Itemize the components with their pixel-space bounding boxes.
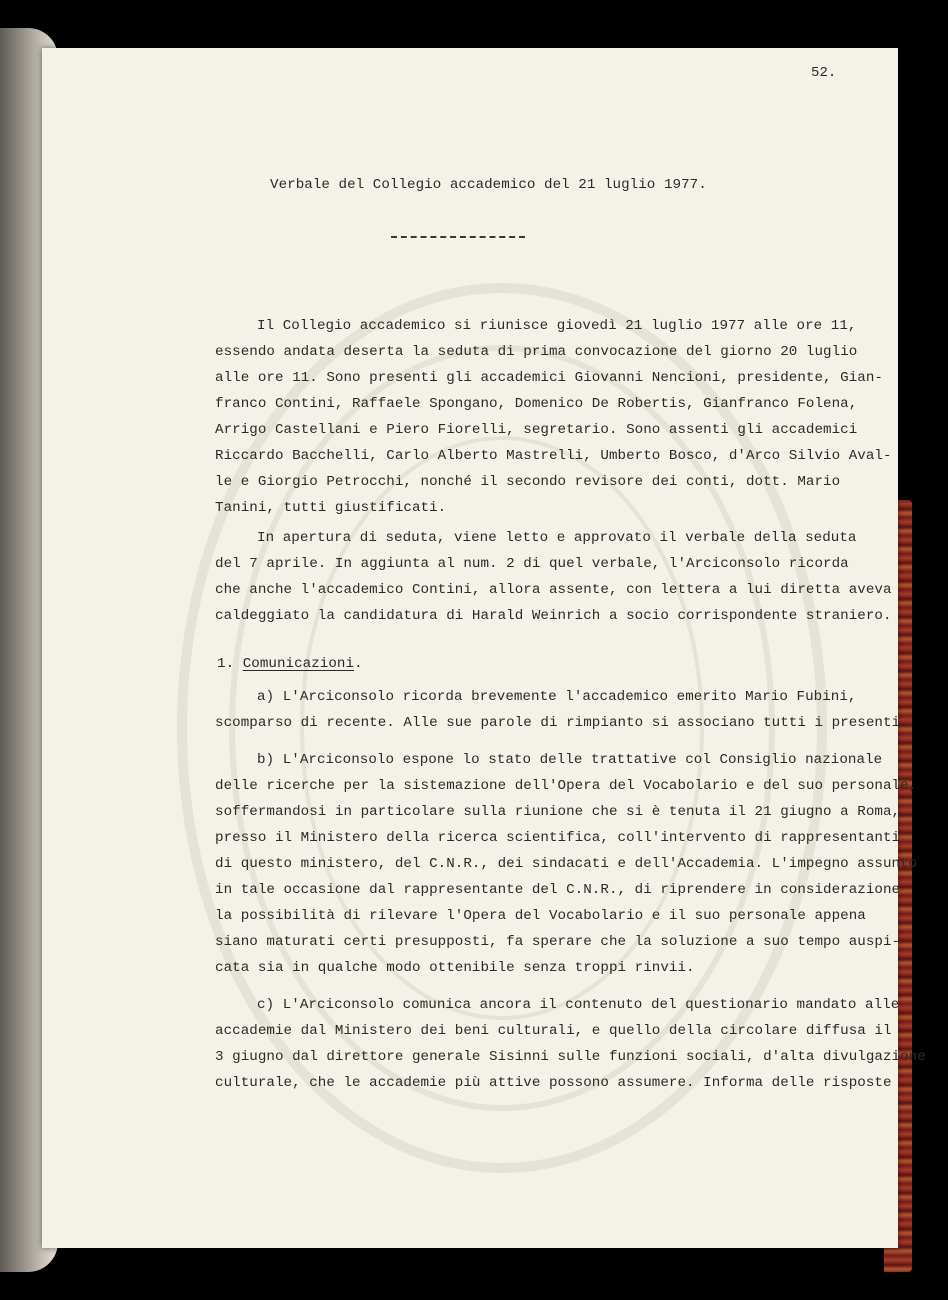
text-line: c) L'Arciconsolo comunica ancora il contenuto del questionario mandato alle	[257, 997, 900, 1013]
text-line: la possibilità di rilevare l'Opera del Vocabolario e il suo personale appena	[215, 908, 866, 924]
text-line: soffermandosi in particolare sulla riunione che si è tenuta il 21 giugno a Roma,	[215, 804, 901, 820]
text-line: siano maturati certi presupposti, fa sperare che la soluzione a suo tempo auspi-	[215, 934, 901, 950]
text-line: essendo andata deserta la seduta di prima convocazione del giorno 20 luglio	[215, 344, 858, 360]
title-divider	[391, 236, 525, 238]
page-number: 52.	[811, 65, 837, 81]
text-line: che anche l'accademico Contini, allora assente, con lettera a lui diretta aveva	[215, 582, 892, 598]
text-line: In apertura di seduta, viene letto e approvato il verbale della seduta	[257, 530, 857, 546]
document-title: Verbale del Collegio accademico del 21 luglio 1977.	[270, 177, 707, 193]
text-line: delle ricerche per la sistemazione dell'Opera del Vocabolario e del suo personale,	[215, 778, 918, 794]
text-line: presso il Ministero della ricerca scientifica, coll'intervento di rappresentanti	[215, 830, 901, 846]
text-line: b) L'Arciconsolo espone lo stato delle trattative col Consiglio nazionale	[257, 752, 883, 768]
text-line: Il Collegio accademico si riunisce giovedì 21 luglio 1977 alle ore 11,	[257, 318, 857, 334]
section-suffix: .	[354, 656, 363, 672]
text-line: alle ore 11. Sono presenti gli accademici Giovanni Nencioni, presidente, Gian-	[215, 370, 883, 386]
text-line: accademie dal Ministero dei beni culturali, e quello della circolare diffusa il	[215, 1023, 892, 1039]
text-line: di questo ministero, del C.N.R., dei sindacati e dell'Accademia. L'impegno assunto	[215, 856, 918, 872]
section-number: 1.	[217, 656, 235, 672]
text-line: Arrigo Castellani e Piero Fiorelli, segretario. Sono assenti gli accademici	[215, 422, 858, 438]
document-page	[42, 48, 926, 1248]
text-line: del 7 aprile. In aggiunta al num. 2 di quel verbale, l'Arciconsolo ricorda	[215, 556, 849, 572]
text-line: in tale occasione dal rappresentante del C.N.R., di riprendere in considerazione	[215, 882, 901, 898]
text-line: cata sia in qualche modo ottenibile senza troppi rinvii.	[215, 960, 695, 976]
text-line: Riccardo Bacchelli, Carlo Alberto Mastrelli, Umberto Bosco, d'Arco Silvio Aval-	[215, 448, 892, 464]
text-line: scomparso di recente. Alle sue parole di rimpianto si associano tutti i presenti.	[215, 715, 909, 731]
section-heading-comunicazioni	[217, 655, 363, 673]
section-label: Comunicazioni	[242, 656, 355, 672]
text-line: caldeggiato la candidatura di Harald Weinrich a socio corrispondente straniero.	[215, 608, 892, 624]
text-line: a) L'Arciconsolo ricorda brevemente l'accademico emerito Mario Fubini,	[257, 689, 857, 705]
text-line: Tanini, tutti giustificati.	[215, 500, 447, 516]
text-line: 3 giugno dal direttore generale Sisinni sulle funzioni sociali, d'alta divulgazione	[215, 1049, 926, 1065]
text-line: le e Giorgio Petrocchi, nonché il secondo revisore dei conti, dott. Mario	[215, 474, 841, 490]
text-line: franco Contini, Raffaele Spongano, Domenico De Robertis, Gianfranco Folena,	[215, 396, 858, 412]
text-line: culturale, che le accademie più attive possono assumere. Informa delle risposte	[215, 1075, 892, 1091]
